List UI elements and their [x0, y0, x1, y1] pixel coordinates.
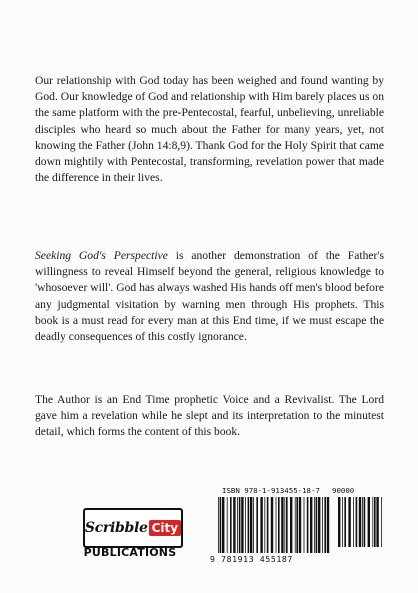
publisher-name: PUBLICATIONS [83, 546, 177, 559]
isbn-barcode [208, 486, 388, 564]
isbn-number: ISBN 978-1-913455-18-7 [222, 486, 320, 495]
blurb-paragraph-1: Our relationship with God today has been weighed and found wanting by God. Our knowledge of God and relationship with Him barely places us on the same platform with the pre-Pentecostal, fearful, unbelieving, unreliable disciples who heard so much about the Father for many years, yet, not knowing the Father (John 14:8,9). Thank God for the Holy Spirit that came down mightily with Pentecostal, transforming, revelation power that made the difference in their lives. [35, 74, 384, 185]
ean-number: 9 781913 455187 [210, 554, 293, 564]
blurb-paragraph-2 [35, 248, 384, 345]
price-addon-number: 90000 [332, 486, 355, 495]
publisher-logo-word: Scribble [84, 520, 148, 536]
author-paragraph: The Author is an End Time prophetic Voice and a Revivalist. The Lord gave him a revelation while he slept and its interpretation to the minutest detail, which forms the content of this book. [35, 393, 384, 439]
publisher-logo [63, 508, 197, 562]
publisher-logo-city: City [149, 520, 181, 536]
barcode-bars [214, 497, 388, 555]
blurb-paragraph-2-text: is another demonstration of the Father's willingness to reveal Himself beyond the general, religious knowledge to 'whosoever will'. God has always washed His hands off men's blood before any judgmental visitation by warning men through His prophets. This book is a must read for every man at this End time, if we must escape the deadly consequences of this costly ignorance. [35, 249, 384, 344]
publisher-logo-badge [83, 508, 183, 548]
book-title-mention: Seeking God's Perspective [35, 249, 168, 262]
